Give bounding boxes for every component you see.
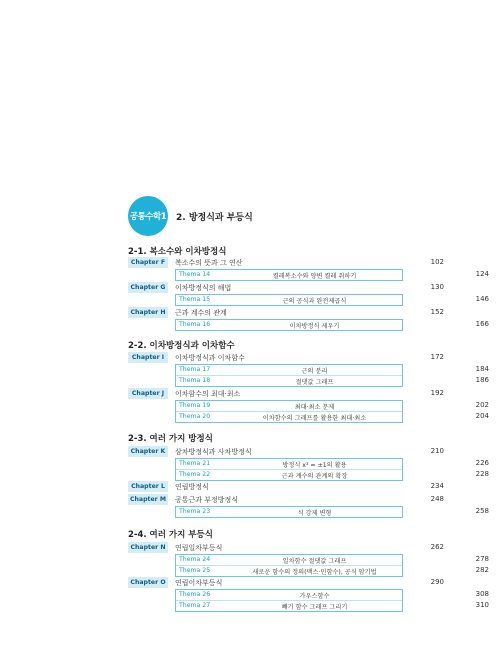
thema-row[interactable] [176, 365, 489, 376]
chapter-label: Chapter F [128, 257, 168, 268]
chapter-row[interactable] [128, 481, 444, 492]
thema-title: 일차함수 절댓값 그래프 [282, 558, 347, 565]
chapter-title: 연립방정식 [175, 483, 209, 491]
chapter-row[interactable] [128, 577, 444, 588]
thema-row[interactable] [176, 566, 489, 576]
thema-label: Thema 18 [179, 377, 211, 384]
thema-row[interactable] [176, 507, 489, 517]
thema-label: Thema 26 [179, 591, 211, 598]
thema-box [175, 589, 489, 612]
thema-label: Thema 25 [179, 567, 211, 574]
chapter-title: 근과 계수의 관계 [175, 309, 227, 317]
chapter-title: 연립이차부등식 [175, 579, 223, 587]
thema-label: Thema 24 [179, 556, 211, 563]
thema-box [175, 269, 489, 281]
thema-page: 282 [475, 566, 489, 574]
thema-label: Thema 19 [179, 402, 211, 409]
chapter-row[interactable] [128, 494, 444, 505]
thema-title: 근의 공식과 완전제곱식 [282, 298, 347, 305]
thema-row[interactable] [176, 376, 489, 386]
thema-label: Thema 20 [179, 413, 211, 420]
chapter-label: Chapter H [128, 307, 168, 318]
thema-page: 146 [475, 295, 489, 303]
thema-box [175, 294, 489, 306]
chapter-label: Chapter N [128, 542, 168, 553]
chapter-row[interactable] [128, 446, 444, 457]
chapter-title: 공통근과 부정방정식 [175, 496, 239, 504]
thema-row[interactable] [176, 590, 489, 601]
thema-title: 가우스함수 [299, 593, 330, 600]
chapter-page: 102 [430, 258, 444, 266]
chapter-title: 복소수의 뜻과 그 연산 [175, 259, 243, 267]
chapter-label: Chapter J [128, 388, 168, 399]
section-title: 2-4. 여러 가지 부등식 [128, 530, 213, 540]
thema-row[interactable] [176, 401, 489, 412]
chapter-page: 234 [430, 482, 444, 490]
thema-label: Thema 15 [179, 296, 211, 303]
thema-title: 새로운 함수의 정의(맥스·민함수), 공식 암기법 [252, 569, 377, 576]
chapter-row[interactable] [128, 307, 444, 318]
section-title: 2-1. 복소수와 이차방정식 [128, 247, 227, 257]
chapter-label: Chapter M [129, 496, 167, 503]
chapter-page: 210 [430, 447, 444, 455]
chapter-row[interactable] [128, 542, 444, 553]
thema-title: 근과 계수의 관계의 확장 [281, 473, 348, 480]
thema-label: Thema 17 [179, 366, 211, 373]
thema-box [175, 364, 489, 387]
chapter-row[interactable] [128, 388, 444, 399]
thema-page: 308 [475, 590, 489, 598]
part-title: 2. 방정식과 부등식 [176, 213, 253, 223]
chapter-page: 172 [430, 353, 444, 361]
thema-box [175, 319, 489, 331]
thema-row[interactable] [176, 601, 489, 611]
thema-page: 202 [475, 401, 489, 409]
chapter-row[interactable] [128, 352, 444, 363]
thema-label: Thema 21 [179, 460, 211, 467]
thema-label: Thema 23 [179, 508, 211, 515]
thema-row[interactable] [176, 270, 489, 280]
thema-title: 켤레복소수와 양변 켤레 취하기 [272, 273, 357, 280]
chapter-label: Chapter K [128, 446, 168, 457]
thema-page: 226 [475, 459, 489, 467]
thema-row[interactable] [176, 555, 489, 566]
chapter-title: 연립일차부등식 [175, 544, 223, 552]
thema-title: 식 강제 변형 [297, 510, 332, 517]
chapter-page: 262 [430, 543, 444, 551]
thema-box [175, 554, 489, 577]
thema-label: Thema 16 [179, 321, 211, 328]
thema-page: 124 [475, 270, 489, 278]
section-title: 2-2. 이차방정식과 이차함수 [128, 341, 235, 351]
section-title: 2-3. 여러 가지 방정식 [128, 434, 213, 444]
thema-page: 310 [475, 601, 489, 609]
thema-page: 166 [475, 320, 489, 328]
chapter-page: 130 [430, 283, 444, 291]
thema-title: 빼기 함수 그래프 그리기 [281, 604, 348, 611]
thema-page: 228 [475, 470, 489, 478]
thema-box [175, 458, 489, 481]
chapter-page: 248 [430, 495, 444, 503]
chapter-label: Chapter I [128, 352, 168, 363]
thema-row[interactable] [176, 459, 489, 470]
chapter-label: Chapter L [128, 481, 168, 492]
chapter-title: 이차방정식의 해법 [175, 284, 232, 292]
chapter-row[interactable] [128, 257, 444, 268]
chapter-label: Chapter G [128, 282, 168, 293]
thema-title: 이차함수의 그래프를 활용한 최대·최소 [262, 415, 367, 422]
chapter-page: 152 [430, 308, 444, 316]
thema-row[interactable] [176, 470, 489, 480]
thema-label: Thema 14 [179, 271, 211, 278]
thema-page: 184 [475, 365, 489, 373]
thema-row[interactable] [176, 412, 489, 422]
thema-page: 258 [475, 507, 489, 515]
subject-badge: 공통수학1 [128, 196, 168, 236]
thema-row[interactable] [176, 295, 489, 305]
thema-title: 최대·최소 문제 [294, 404, 335, 411]
chapter-page: 290 [430, 578, 444, 586]
thema-label: Thema 27 [179, 602, 211, 609]
chapter-title: 삼차방정식과 사차방정식 [175, 448, 252, 456]
chapter-row[interactable] [128, 282, 444, 293]
thema-page: 186 [475, 376, 489, 384]
chapter-title: 이차함수의 최대·최소 [175, 390, 241, 398]
chapter-label: Chapter O [128, 577, 168, 588]
thema-row[interactable] [176, 320, 489, 330]
thema-box [175, 400, 489, 423]
thema-label: Thema 22 [179, 471, 211, 478]
thema-title: 근의 분리 [301, 368, 328, 375]
thema-title: 이차방정식 세우기 [289, 323, 340, 330]
chapter-title: 이차방정식과 이차함수 [175, 354, 245, 362]
thema-page: 278 [475, 555, 489, 563]
chapter-page: 192 [430, 389, 444, 397]
thema-box [175, 506, 489, 518]
thema-page: 204 [475, 412, 489, 420]
thema-title: 방정식 x³ = ±1의 활용 [282, 462, 347, 469]
thema-title: 절댓값 그래프 [295, 379, 334, 386]
